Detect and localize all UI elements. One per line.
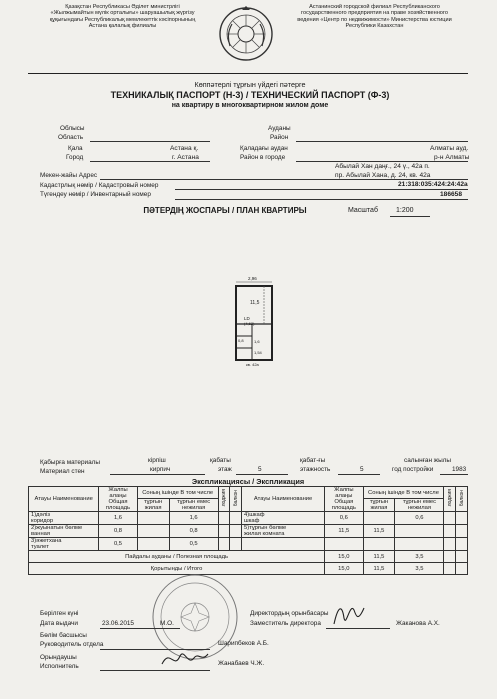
plan-title: ПӘТЕРДІҢ ЖОСПАРЫ / ПЛАН КВАРТИРЫ: [143, 206, 307, 215]
room-loggia: [218, 538, 230, 551]
plan-dim-small1: 1,6: [254, 339, 260, 344]
floors-label-ru: этажность: [300, 466, 331, 473]
room-name-cell: [242, 512, 325, 525]
col-name-2: Атауы Наименование: [242, 487, 325, 512]
useful-area-living: 11,5: [363, 551, 395, 563]
header-divider: [28, 73, 468, 74]
qal-audan-line: [296, 161, 468, 162]
room-nonliving: 1,6: [169, 512, 218, 525]
wall-label-ru: Материал стен: [40, 468, 85, 475]
scale-value: 1:200: [396, 207, 414, 214]
room-name-cell: [29, 538, 99, 551]
exec-name: Жанабаев Ч.Ж.: [218, 660, 265, 667]
title-line3: на квартиру в многоквартирном жилом доме: [171, 102, 329, 109]
floor-label-ru: этаж: [218, 466, 232, 473]
header-left: [30, 4, 215, 30]
room-balcony: [230, 538, 242, 551]
room-living: [363, 512, 395, 525]
plan-caption: кв. 42а: [246, 362, 259, 367]
floor-line: [236, 474, 288, 475]
room-name-ru: жилая комната: [244, 531, 285, 537]
col-incl-2: Соның ішінде В том числе: [363, 487, 444, 499]
exec-label-ru: Исполнитель: [40, 663, 79, 670]
empty-cell: [242, 538, 325, 551]
col-living: тұрғын жилая: [137, 499, 169, 512]
empty-cell: [456, 551, 468, 563]
useful-area-label: Пайдалы ауданы / Полезная площадь: [29, 551, 325, 563]
table-row: [29, 512, 468, 525]
header-right-line: ведения «Центр по недвижимости» Министерства юстиции: [297, 16, 452, 23]
issued-label-kz: Берілген күні: [40, 610, 79, 617]
useful-area-row: [29, 551, 468, 563]
issued-label-ru: Дата выдачи: [40, 620, 78, 627]
room-balcony: [230, 525, 242, 538]
floor-plan: [230, 276, 280, 368]
floor-label-kz: қабаты: [210, 457, 231, 464]
room-living: [137, 512, 169, 525]
plan-room-label: LD: [244, 316, 250, 321]
room-number: 4): [244, 512, 250, 518]
col-total: Жалпы алаңы Общая площадь: [99, 487, 137, 512]
col-balcony-label: балкон: [232, 489, 239, 507]
empty-cell: [395, 538, 444, 551]
header-left-line: «Жылжымайтын мүлік орталығы» шаруашылық жүргізу: [50, 10, 195, 17]
inventory-value: 186658: [440, 191, 463, 198]
empty-cell: [456, 538, 468, 551]
room-nonliving: 0,8: [169, 525, 218, 538]
head-label-ru: Руководитель отдела: [40, 641, 104, 648]
address-value-kz: Абылай Хан даңғ., 24 ү., 42а п.: [335, 163, 430, 170]
head-label-kz: Бөлім басшысы: [40, 632, 87, 639]
header-right: [282, 4, 467, 30]
title-main: ТЕХНИКАЛЫҚ ПАСПОРТ (Н-3) / ТЕХНИЧЕСКИЙ ПАСПОРТ (Ф-3): [110, 90, 390, 100]
qala-value-ru: г. Астана: [172, 154, 199, 161]
room-name-cell: [29, 525, 99, 538]
room-loggia: [218, 525, 230, 538]
wall-line: [110, 474, 205, 475]
room-total: 0,8: [99, 525, 137, 538]
year-label-kz: салынған жылы: [404, 457, 451, 464]
room-name-kz: тұрғын бөлме: [249, 525, 287, 531]
year-line: [440, 474, 468, 475]
room-name-cell: [242, 525, 325, 538]
room-number: 3): [31, 538, 37, 544]
explication-title: Экспликациясы / Экспликация: [191, 477, 305, 486]
room-living: [137, 538, 169, 551]
room-nonliving: [395, 525, 444, 538]
room-name-ru: шкаф: [244, 518, 260, 524]
qal-audan-value-kz: Алматы ауд.: [430, 145, 469, 152]
empty-cell: [456, 563, 468, 575]
total-living: 11,5: [363, 563, 395, 575]
cadastral-label: Кадастрлық нөмір / Кадастровый номер: [40, 182, 159, 189]
header-right-line: Астанинский городской филиал Республиканского: [309, 4, 440, 10]
director-signature-icon: [330, 600, 370, 630]
plan-dim-room: 11,5: [250, 300, 260, 306]
header-right-line: государственного предприятия на праве хозяйственного: [301, 10, 448, 17]
room-name-kz: жуынатын бөлме: [36, 525, 83, 531]
room-number: 2): [31, 525, 37, 531]
total-label: Қорытынды / Итого: [29, 563, 325, 575]
useful-area-total: 15,0: [325, 551, 363, 563]
title-line1: Көппәтерлі тұрғын үйдегі пәтерге: [194, 80, 306, 89]
col-total-2: Жалпы алаңы Общая площадь: [325, 487, 363, 512]
total-total: 15,0: [325, 563, 363, 575]
room-number: 5): [244, 525, 250, 531]
room-total: 11,5: [325, 525, 363, 538]
col-incl: Соның ішінде В том числе: [137, 487, 218, 499]
empty-cell: [325, 538, 363, 551]
exec-label-kz: Орындаушы: [40, 654, 77, 661]
empty-cell: [444, 551, 456, 563]
explication-table: [28, 486, 468, 575]
room-name-kz: шкаф: [249, 512, 265, 518]
col-balcony-2: [456, 487, 468, 512]
col-balcony: [230, 487, 242, 512]
room-total: 0,5: [99, 538, 137, 551]
qal-audan-label-kz: Қаладағы аудан: [240, 145, 288, 152]
wall-label-kz: Қабырға материалы: [40, 459, 100, 466]
header-left-line: құқығындағы Республикалық мемлекеттік кәсіпорнының: [49, 16, 196, 23]
room-balcony: [230, 512, 242, 525]
col-living-2: тұрғын жилая: [363, 499, 395, 512]
empty-cell: [444, 538, 456, 551]
room-name-ru: ванная: [31, 531, 51, 537]
room-name-cell: [29, 512, 99, 525]
wall-value-kz: кірпіш: [148, 457, 166, 464]
qala-label-kz: Қала: [68, 145, 83, 152]
address-value-ru: пр. Абылай Хана, д. 24, кв. 42а: [335, 172, 431, 179]
state-emblem-icon: [218, 6, 274, 62]
plan-room-label2: (4,62): [244, 321, 255, 326]
total-nonliving: 3,5: [395, 563, 444, 575]
col-loggia-label: лоджия: [220, 489, 227, 507]
header-left-line: Астана қалалық филиалы: [88, 23, 157, 30]
director-label-kz: Директордың орынбасары: [250, 610, 329, 617]
plan-dim-small2: 0,8: [238, 338, 244, 343]
header-right-line: Республики Казахстан: [345, 23, 404, 30]
year-value: 1983: [452, 466, 467, 473]
empty-cell: [444, 563, 456, 575]
floor-value: 5: [258, 466, 262, 473]
issued-value: 23.06.2015: [102, 620, 134, 627]
plan-dim-small3: 1,54: [254, 350, 262, 355]
plan-dim-top: 2,96: [248, 276, 257, 281]
header-left-line: Қазақстан Республикасы Әділет министрлігі: [65, 4, 180, 10]
inventory-label: Түгендеу нөмір / Инвентарный номер: [40, 191, 151, 198]
oblys-label-kz: Облысы: [60, 125, 85, 132]
address-label: Мекен-жайы Адрес: [40, 172, 98, 179]
cadastral-value: 21:318:035:424:24:42а: [398, 181, 468, 188]
col-nonliving: тұрғын емес нежилая: [169, 499, 218, 512]
room-loggia: [218, 512, 230, 525]
year-label-ru: год постройки: [392, 466, 434, 473]
empty-cell: [363, 538, 395, 551]
room-living: 11,5: [363, 525, 395, 538]
room-name-kz: әжетхана: [36, 538, 62, 544]
col-name: Атауы Наименование: [29, 487, 99, 512]
qala-line: [90, 161, 210, 162]
head-name: Шарипбеков А.Б.: [218, 640, 269, 647]
scale-line: [390, 216, 430, 217]
exec-signature-icon: [160, 644, 210, 672]
table-row: [29, 525, 468, 538]
room-name-ru: коридор: [31, 518, 54, 524]
col-loggia-label-2: лоджия: [446, 489, 453, 507]
room-name-kz: дәліз: [36, 512, 51, 518]
director-name: Жаканова А.Х.: [396, 620, 440, 627]
table-row: [29, 538, 468, 551]
floors-value: 5: [360, 466, 364, 473]
room-name-ru: туалет: [31, 544, 49, 550]
total-row: [29, 563, 468, 575]
mp-label: М.О.: [160, 620, 174, 627]
col-loggia: [218, 487, 230, 512]
director-label-ru: Заместитель директора: [250, 620, 321, 627]
useful-area-nonliving: 3,5: [395, 551, 444, 563]
room-nonliving: 0,5: [169, 538, 218, 551]
qal-audan-label-ru: Район в городе: [240, 154, 286, 161]
floors-line: [338, 474, 380, 475]
wall-value-ru: кирпич: [150, 466, 171, 473]
col-loggia-2: [444, 487, 456, 512]
cadastral-line: [175, 189, 468, 190]
address-line: [100, 179, 468, 180]
col-nonliving-2: тұрғын емес нежилая: [395, 499, 444, 512]
room-balcony: [456, 512, 468, 525]
room-total: 1,6: [99, 512, 137, 525]
room-balcony: [456, 525, 468, 538]
audan-label-ru: Район: [270, 134, 289, 141]
room-loggia: [444, 525, 456, 538]
room-number: 1): [31, 512, 37, 518]
room-nonliving: 0,6: [395, 512, 444, 525]
audan-line: [296, 141, 468, 142]
oblys-line: [90, 141, 210, 142]
qal-audan-value-ru: р-н Алматы: [434, 154, 470, 161]
col-balcony-label-2: балкон: [458, 489, 465, 507]
room-living: [137, 525, 169, 538]
room-loggia: [444, 512, 456, 525]
scale-label: Масштаб: [348, 207, 378, 214]
qala-label-ru: Город: [66, 154, 84, 161]
audan-label-kz: Ауданы: [268, 125, 291, 132]
inventory-line: [175, 199, 468, 200]
oblys-label-ru: Область: [58, 134, 84, 141]
issued-line: [100, 628, 180, 629]
room-total: 0,6: [325, 512, 363, 525]
qala-value-kz: Астана қ.: [170, 145, 199, 152]
floors-label-kz: қабат-ғы: [300, 457, 326, 464]
